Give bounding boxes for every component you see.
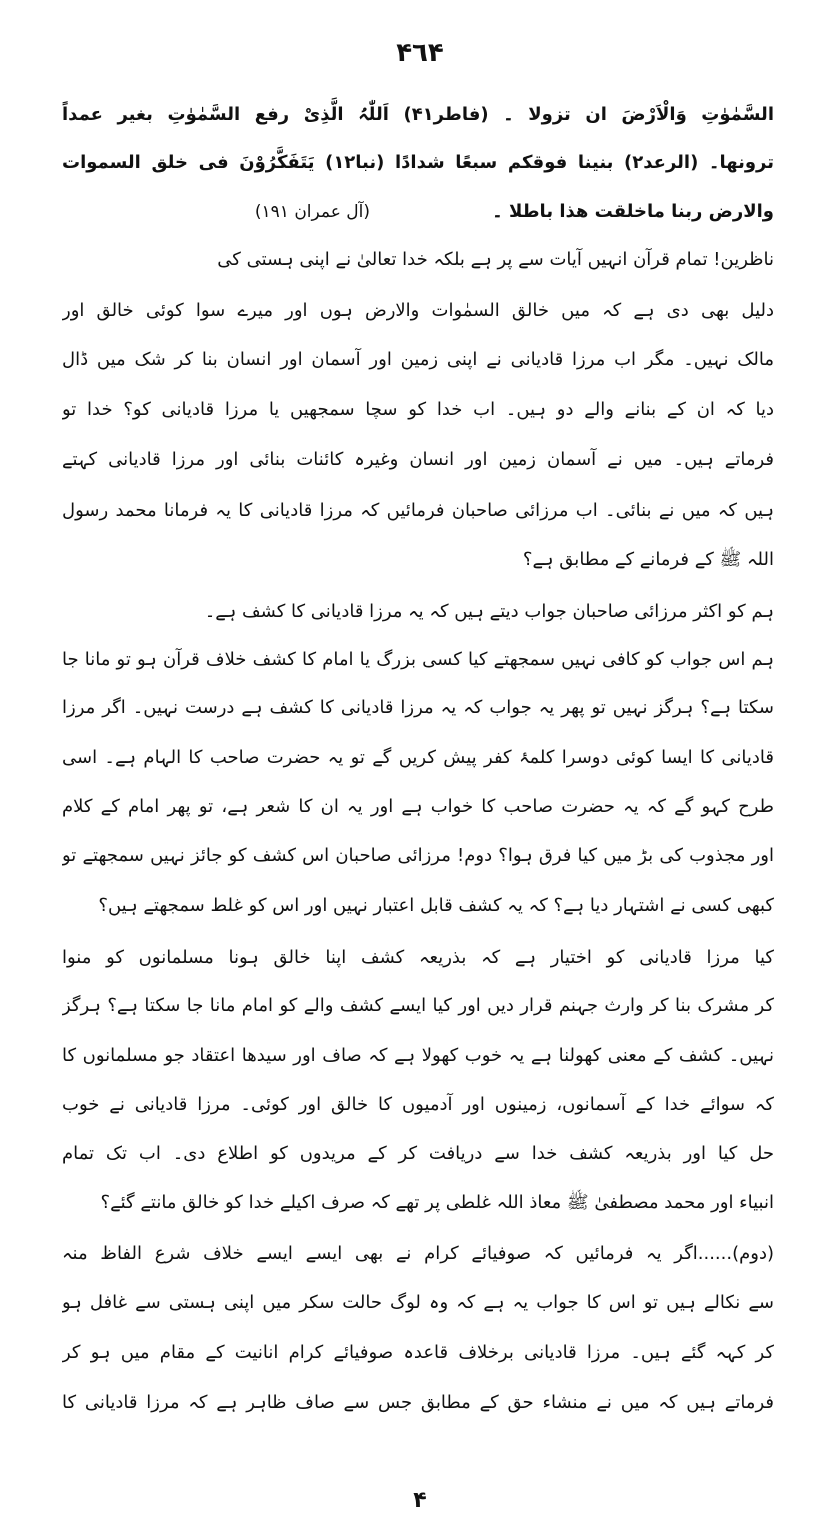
text-line-22: حل کیا اور بذریعہ کشف خدا سے دریافت کر کے مریدوں کو اطلاع دی۔ اب تک تمام	[62, 1143, 774, 1164]
text-line-19: کر مشرک بنا کر وارث جہنم قرار دیں اور کیا ایسے کشف والے کو امام مانا جا سکتا ہے؟ ہرگز	[62, 995, 774, 1016]
text-line-8: فرماتے ہیں۔ میں نے آسمان زمین اور انسان وغیرہ کائنات بنائی اور مرزا قادیانی کہتے	[62, 449, 774, 470]
text-line-6: مالک نہیں۔ مگر اب مرزا قادیانی نے اپنی زمین اور آسمان اور انسان بنا کر شک میں ڈال	[62, 349, 774, 370]
text-line-10: اللہ ﷺ کے فرمانے کے مطابق ہے؟	[522, 549, 774, 570]
text-line-15: طرح کہو گے کہ یہ حضرت صاحب کا خواب ہے اور یہ ان کا شعر ہے، تو پھر امام کے کلام	[62, 796, 774, 817]
text-line-5: دلیل بھی دی ہے کہ میں خالق السمٰوات والارض ہوں اور میرے سوا کوئی خالق اور	[62, 300, 774, 321]
text-line-14: قادیانی کا ایسا کوئی دوسرا کلمۂ کفر پیش کریں گے تو یہ حضرت صاحب کا الہام ہے۔ اسی	[62, 747, 774, 768]
text-line-1: السَّمٰوٰتِ وَالْاَرْضَ ان تزولا ۔ (فاطر۴۱) اَللّٰہُ الَّذِیْ رفع السَّمٰوٰتِ بغیر عمداً	[62, 104, 774, 125]
text-line-9: ہیں کہ میں نے بنائی۔ اب مرزائی صاحبان فرمائیں کہ مرزا قادیانی کا یہ فرمانا محمد رسول	[62, 500, 774, 521]
text-line-7: دیا کہ ان کے بنانے والے دو ہیں۔ اب خدا کو سچا سمجھیں یا مرزا قادیانی کو؟ خدا تو	[62, 399, 774, 420]
text-line-25: سے نکالے ہیں تو اس کا جواب یہ ہے کہ وہ لوگ حالت سکر میں اپنی ہستی سے غافل ہو	[62, 1292, 774, 1313]
text-line-12: ہم اس جواب کو کافی نہیں سمجھتے کیا کسی بزرگ یا امام کا کشف خلاف قرآن ہو تو مانا جا	[62, 649, 774, 670]
page-number-bottom: ۴	[413, 1488, 427, 1513]
text-line-26: کر کہہ گئے ہیں۔ مرزا قادیانی برخلاف قاعدہ صوفیائے کرام انانیت کے مقام میں ہو کر	[62, 1342, 774, 1363]
text-line-16: اور مجذوب کی بڑ میں کیا فرق ہوا؟ دوم! مرزائی صاحبان اس کشف کو جائز نہیں سمجھتے تو	[62, 845, 774, 866]
text-line-24: (دوم)......اگر یہ فرمائیں کہ صوفیائے کرام نے بھی ایسے ایسے خلاف شرع الفاظ منہ	[62, 1243, 774, 1264]
text-line-23: انبیاء اور محمد مصطفیٰ ﷺ معاذ اللہ غلطی پر تھے کہ صرف اکیلے خدا کو خالق مانتے گئے؟	[100, 1192, 774, 1213]
text-line-20: نہیں۔ کشف کے معنی کھولنا ہے یہ خوب کھولا ہے کہ صاف اور سیدھا اعتقاد جو مسلمانوں کا	[62, 1045, 774, 1066]
text-line-18: کیا مرزا قادیانی کو اختیار ہے کہ بذریعہ کشف اپنا خالق ہونا مسلمانوں کو منوا	[62, 947, 774, 968]
text-line-4: ناظرین! تمام قرآن انہیں آیات سے پر ہے بلکہ خدا تعالیٰ نے اپنی ہستی کی	[217, 249, 774, 270]
text-line-27: فرماتے ہیں کہ میں نے منشاء حق کے مطابق جس سے صاف ظاہر ہے کہ مرزا قادیانی کا	[62, 1392, 774, 1413]
text-line-17: کبھی کسی نے اشتہار دیا ہے؟ کہ یہ کشف قابل اعتبار نہیں اور اس کو غلط سمجھتے ہیں؟	[98, 895, 774, 916]
text-line-13: سکتا ہے؟ ہرگز نہیں تو پھر یہ جواب کہ یہ مرزا قادیانی کا کشف ہے درست نہیں۔ اگر مرزا	[62, 697, 774, 718]
quran-reference: (آل عمران ۱۹۱)	[254, 202, 370, 222]
text-line-21: کہ سوائے خدا کے آسمانوں، زمینوں اور آدمیوں کا خالق اور کوئی۔ مرزا قادیانی نے خوب	[62, 1094, 774, 1115]
page-number-top: ۴٦۴	[396, 38, 444, 68]
text-line-2: ترونھا۔ (الرعد۲) بنینا فوقکم سبعًا شدادًا (نبا۱۲) یَتَفَکَّرُوْنَ فی خلق السموات	[62, 152, 774, 173]
text-line-11: ہم کو اکثر مرزائی صاحبان جواب دیتے ہیں کہ یہ مرزا قادیانی کا کشف ہے۔	[204, 601, 774, 622]
text-line-3: والارض ربنا ماخلقت ھذا باطلا ۔	[492, 201, 774, 222]
